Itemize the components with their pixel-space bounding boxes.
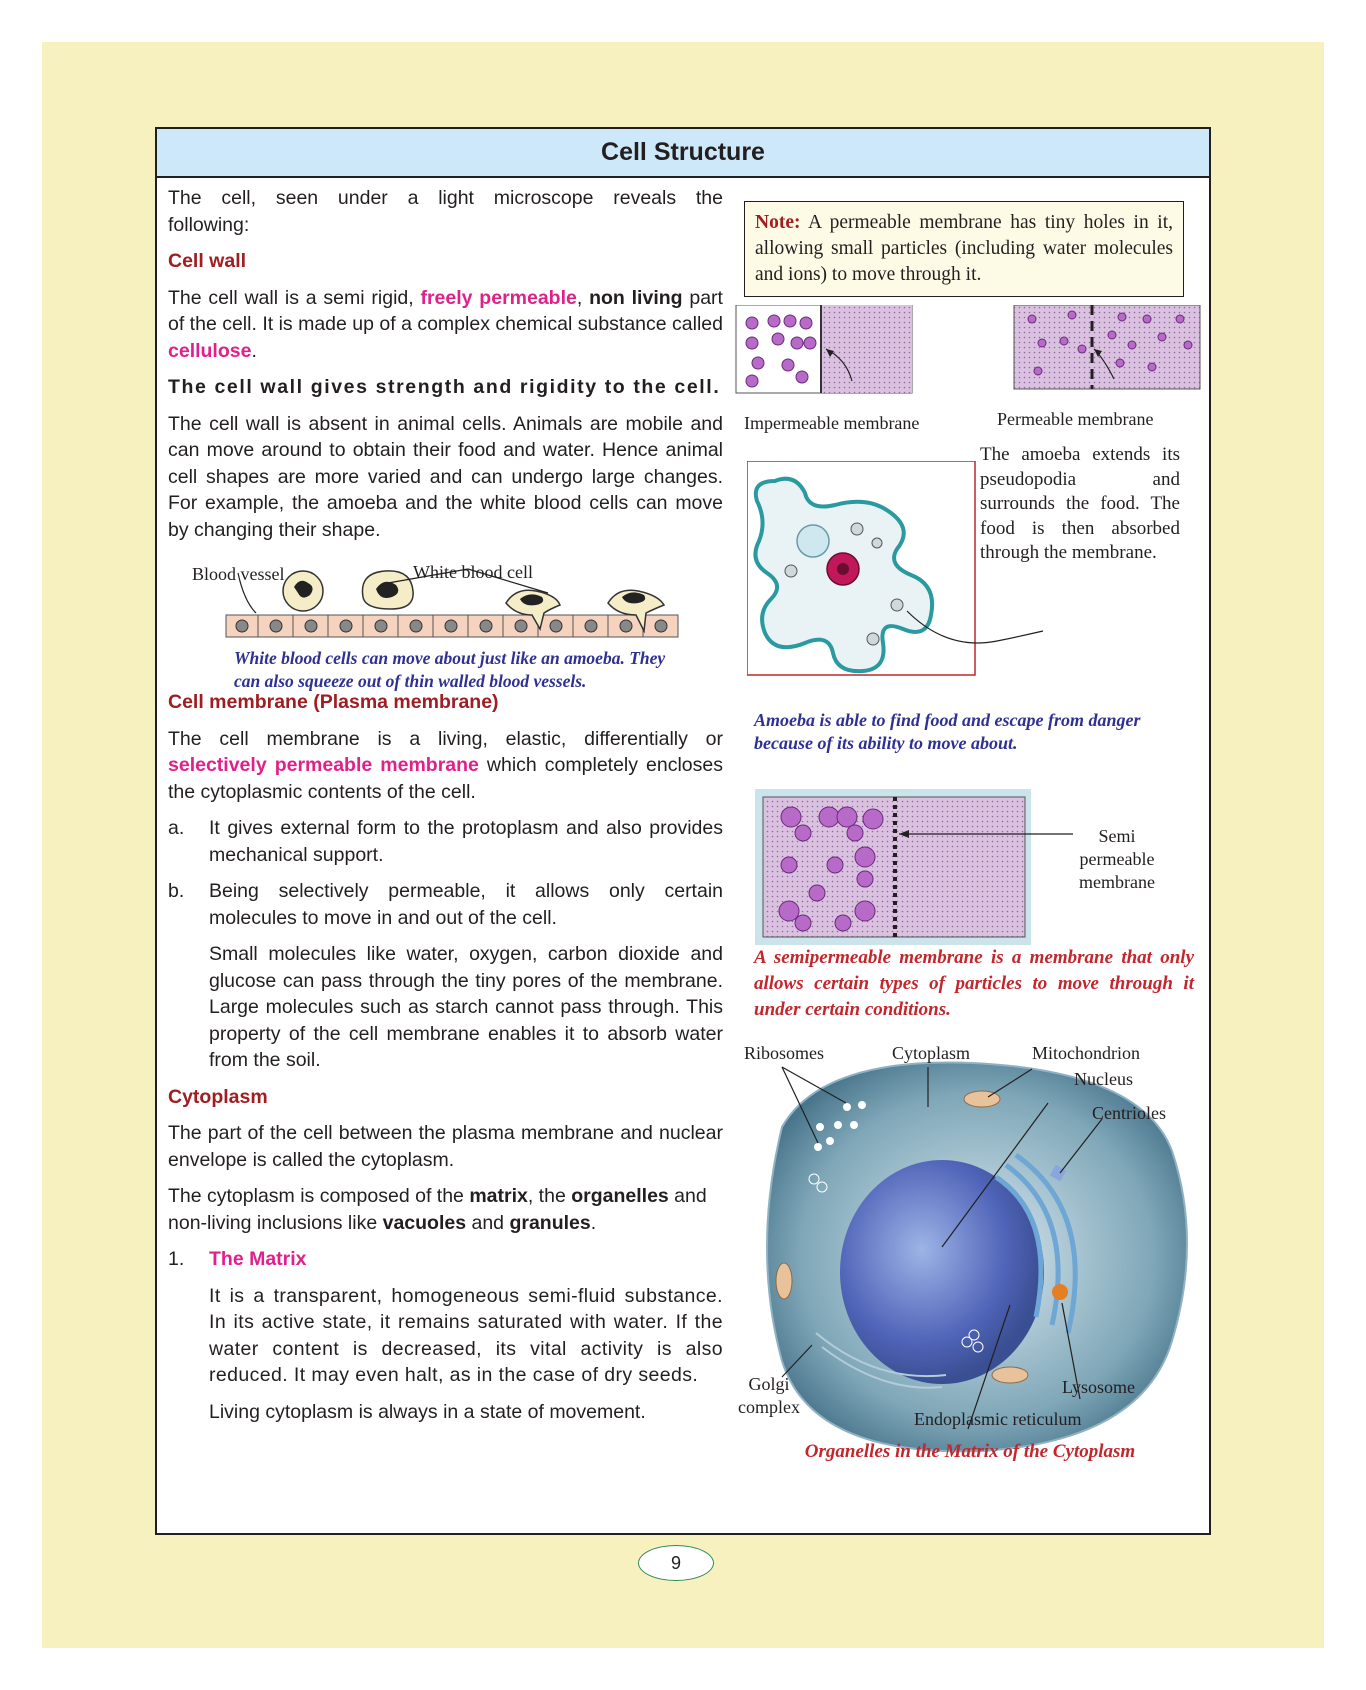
cell-wall-paragraph-1: The cell wall is a semi rigid, freely permeable, non living part of the cell. It is made up of a complex chemical substance called cellulose.	[168, 286, 723, 362]
page-title: Cell Structure	[601, 138, 765, 166]
right-column	[722, 185, 1212, 1535]
cytoplasm-heading: Cytoplasm	[168, 1085, 268, 1108]
wbc-caption: White blood cells can move about just like an amoeba. They can also squeeze out of thin walled blood vessels.	[234, 648, 666, 691]
left-column	[168, 185, 723, 1435]
non-living-term: non living	[589, 286, 683, 309]
amoeba-caption: Amoeba is able to find food and escape from danger because of its ability to move about.	[754, 710, 1141, 753]
cell-wall-paragraph-3: The cell wall is absent in animal cells. Animals are mobile and can move around to obtain their food and water. Hence animal cell shapes are more varied and can undergo large changes. For example, the amoeba and the white blood cells can move by changing their shape.	[168, 412, 723, 541]
impermeable-membrane-label: Impermeable membrane	[744, 413, 920, 433]
note-label: Note:	[755, 212, 801, 233]
title-bar	[157, 129, 1209, 178]
impermeable-membrane-diagram	[736, 305, 912, 393]
nucleus-label: Nucleus	[1074, 1069, 1133, 1089]
permeable-membrane-label: Permeable membrane	[997, 409, 1154, 429]
freely-permeable-term: freely permeable	[420, 286, 577, 309]
mitochondrion-label: Mitochondrion	[1032, 1043, 1140, 1063]
cytoplasm-label: Cytoplasm	[892, 1043, 971, 1063]
intro-text: The cell, seen under a light microscope reveals the following:	[168, 187, 723, 236]
cell-wall-heading: Cell wall	[168, 250, 247, 272]
matrix-paragraph-1: It is a transparent, homogeneous semi-fluid substance. In its active state, it remains saturated with water. If the water content is decreased, its vital activity is also reduced. It may even halt, as in the case of dry seeds.	[209, 1284, 723, 1386]
cytoplasm-paragraph-2: The cytoplasm is composed of the matrix, the organelles and non-living inclusions like vacuoles and granules.	[168, 1185, 707, 1234]
golgi-complex-label: Golgi complex	[738, 1374, 800, 1417]
note-text: A permeable membrane has tiny holes in it, allowing small particles (including water molecules and ions) to move through it.	[755, 212, 1173, 285]
amoeba-side-text: The amoeba extends its pseudopodia and surrounds the food. The food is then absorbed through the membrane.	[980, 444, 1180, 563]
list-text: Being selectively permeable, it allows only certain molecules to move in and out of the cell.	[209, 880, 723, 929]
vessel-wall-cells	[226, 615, 678, 637]
list-text: It gives external form to the protoplasm and also provides mechanical support.	[209, 817, 723, 866]
white-blood-cell-figure	[168, 553, 723, 691]
cytoplasm-paragraph-1: The part of the cell between the plasma membrane and nuclear envelope is called the cytoplasm.	[168, 1122, 723, 1171]
semipermeable-caption: A semipermeable membrane is a membrane that only allows certain types of particles to move through it under certain conditions.	[754, 947, 1194, 1020]
centrioles-label: Centrioles	[1092, 1103, 1166, 1123]
list-marker: 1.	[168, 1248, 185, 1270]
list-item-b	[168, 878, 723, 931]
page-sheet	[155, 127, 1211, 1535]
endoplasmic-reticulum-label: Endoplasmic reticulum	[914, 1409, 1082, 1429]
list-marker: b.	[168, 880, 185, 902]
cell-membrane-heading: Cell membrane (Plasma membrane)	[168, 691, 499, 713]
cellulose-term: cellulose	[168, 339, 252, 362]
note-box	[744, 201, 1184, 297]
page-number: 9	[638, 1545, 714, 1581]
lysosome-label: Lysosome	[1062, 1377, 1136, 1397]
selectively-permeable-term: selectively permeable membrane	[168, 754, 479, 776]
cell-membrane-paragraph: The cell membrane is a living, elastic, differentially or selectively permeable membrane which completely encloses the cytoplasmic contents of the cell.	[168, 727, 723, 803]
permeable-membrane-diagram	[1014, 305, 1200, 389]
matrix-paragraph-2: Living cytoplasm is always in a state of movement.	[209, 1400, 646, 1423]
list-item-a	[168, 815, 723, 868]
cell-figure-caption: Organelles in the Matrix of the Cytoplasm	[804, 1441, 1136, 1462]
ribosomes-label: Ribosomes	[744, 1043, 825, 1063]
blood-vessel-label: Blood vessel	[192, 564, 285, 584]
cell-wall-paragraph-2: The cell wall gives strength and rigidity to the cell.	[168, 376, 721, 398]
matrix-heading: The Matrix	[209, 1248, 307, 1270]
white-blood-cell-label: White blood cell	[413, 562, 533, 582]
list-marker: a.	[168, 817, 185, 839]
matrix-heading-item	[168, 1246, 723, 1273]
semipermeable-label: Semi permeable membrane	[1079, 826, 1155, 892]
membrane-pores-paragraph: Small molecules like water, oxygen, carbon dioxide and glucose can pass through the tiny pores of the membrane. Large molecules such as starch cannot pass through. This property of the cell membrane enables it to absorb water from the soil.	[209, 943, 723, 1071]
